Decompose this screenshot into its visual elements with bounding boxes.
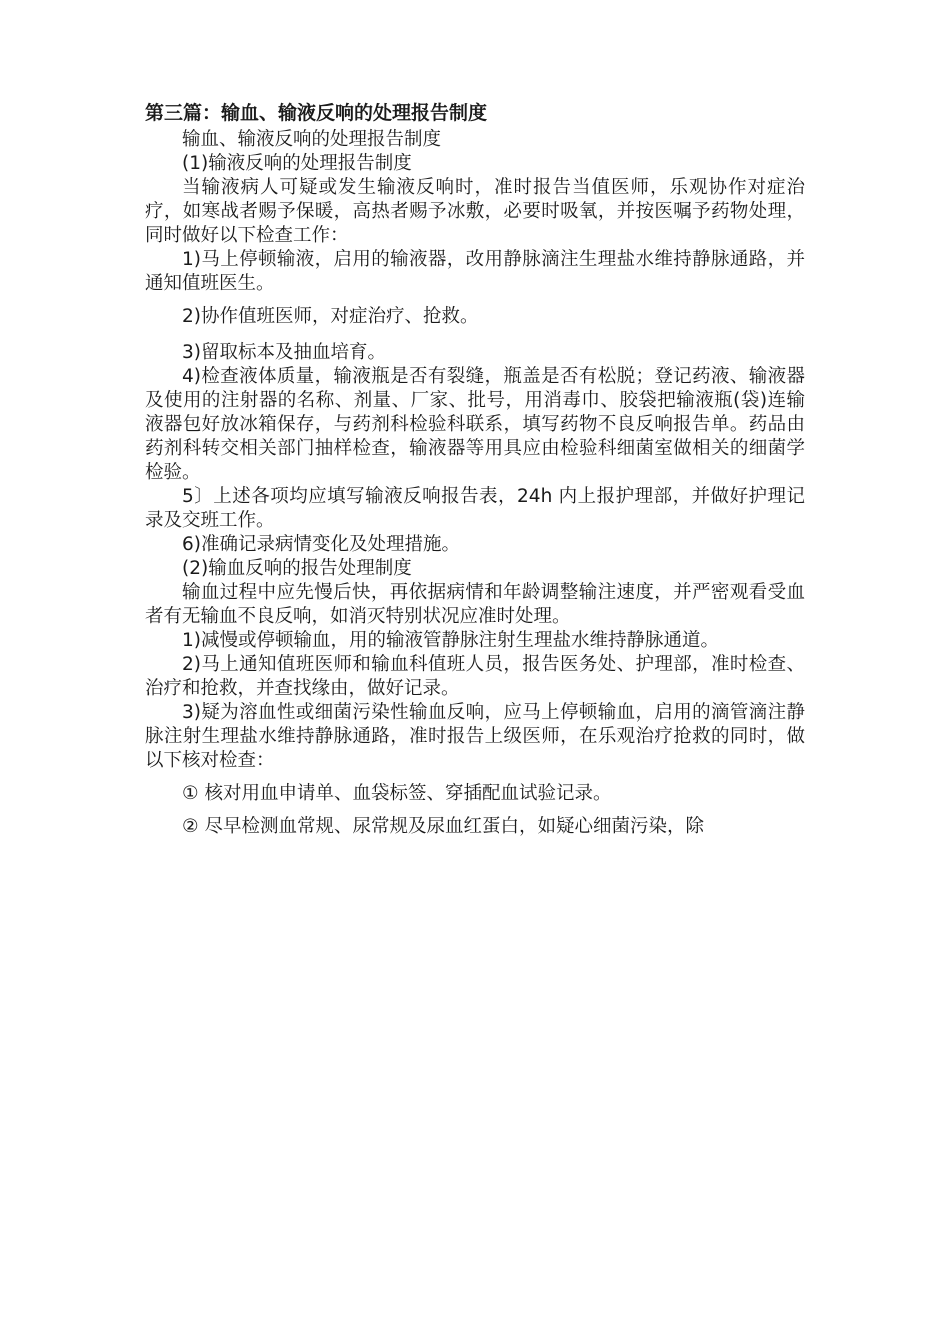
document-title: 第三篇：输血、输液反响的处理报告制度: [145, 102, 488, 124]
list-item: 1)减慢或停顿输血，用的输液管静脉注射生理盐水维持静脉通道。: [182, 630, 719, 651]
list-item: 3)留取标本及抽血培育。: [182, 342, 386, 363]
list-item: 5〕上述各项均应填写输液反响报告表，24h 内上报护理部，并做好护理记录及交班工作。: [145, 486, 805, 531]
list-item: ② 尽早检测血常规、尿常规及尿血红蛋白，如疑心细菌污染，除: [182, 816, 704, 837]
section-heading: 输血、输液反响的处理报告制度: [182, 129, 442, 150]
list-item: 3)疑为溶血性或细菌污染性输血反响，应马上停顿输血，启用的滴管滴注静脉注射生理盐水维持静脉通路，准时报告上级医师，在乐观治疗抢救的同时，做以下核对检查：: [145, 702, 805, 771]
list-item: 6)准确记录病情变化及处理措施。: [182, 534, 460, 555]
list-item: 4)检查液体质量，输液瓶是否有裂缝，瓶盖是否有松脱；登记药液、输液器及使用的注射器的名称、剂量、厂家、批号，用消毒巾、胶袋把输液瓶(袋)连输液器包好放冰箱保存，与药剂科检验科联系，填写药物不良反响报告单。药品由药剂科转交相关部门抽样检查，输液器等用具应由检验科细菌室做相关的细菌学检验。: [145, 366, 805, 483]
list-item: 2)马上通知值班医师和输血科值班人员，报告医务处、护理部，准时检查、治疗和抢救，并查找缘由，做好记录。: [145, 654, 805, 699]
subsection-heading: (2)输血反响的报告处理制度: [182, 558, 412, 579]
list-item: 1)马上停顿输液，启用的输液器，改用静脉滴注生理盐水维持静脉通路，并通知值班医生。: [145, 249, 805, 294]
body-paragraph: 当输液病人可疑或发生输液反响时，准时报告当值医师，乐观协作对症治疗，如寒战者赐予保暖，高热者赐予冰敷，必要时吸氧，并按医嘱予药物处理，同时做好以下检查工作：: [145, 177, 805, 246]
list-item: ① 核对用血申请单、血袋标签、穿插配血试验记录。: [182, 783, 612, 804]
list-item: 2)协作值班医师，对症治疗、抢救。: [182, 306, 479, 327]
body-paragraph: 输血过程中应先慢后快，再依据病情和年龄调整输注速度，并严密观看受血者有无输血不良反响，如消灭特别状况应准时处理。: [145, 582, 805, 627]
subsection-heading: (1)输液反响的处理报告制度: [182, 153, 412, 174]
document-page: [145, 101, 805, 839]
